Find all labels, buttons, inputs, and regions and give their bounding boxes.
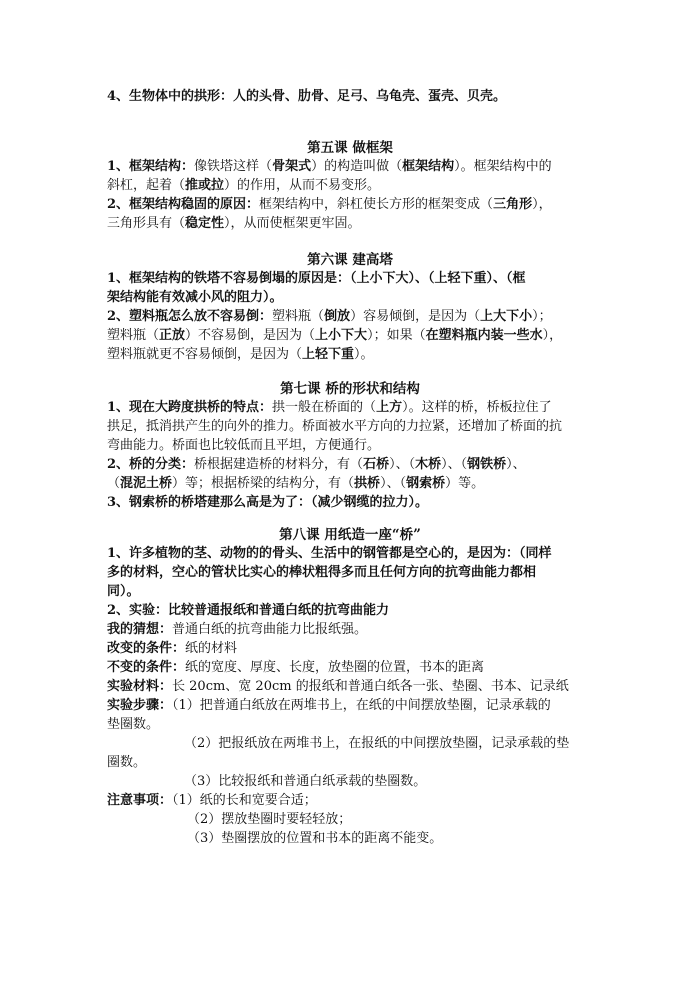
steps-line2: 垫圈数。 bbox=[107, 717, 160, 732]
arch-examples-line: 4、生物体中的拱形：人的头骨、肋骨、足弓、乌龟壳、蛋壳、贝壳。 bbox=[107, 89, 507, 104]
lesson-6-p1-line1: 1、框架结构的铁塔不容易倒塌的原因是：（上小下大）、（上轻下重）、（框 bbox=[107, 271, 526, 286]
lesson-7-title: 第七课 桥的形状和结构 bbox=[280, 381, 420, 397]
changed-condition-line: 改变的条件：纸的材料 bbox=[107, 641, 238, 656]
lesson-6-p2-line1: 2、塑料瓶怎么放不容易倒：塑料瓶（倒放）容易倾倒，是因为（上大下小）； bbox=[107, 309, 552, 324]
lesson-7-p3: 3、钢索桥的桥塔建那么高是为了：（减少钢缆的拉力）。 bbox=[107, 495, 429, 510]
lesson-6-title: 第六课 建高塔 bbox=[307, 252, 393, 268]
notes-line2: （2）摆放垫圈时要轻轻放； bbox=[187, 812, 352, 827]
lesson-7-p2-line2: （混泥土桥）等；根据桥梁的结构分，有（拱桥）、（钢索桥）等。 bbox=[107, 476, 485, 491]
steps-line4: 圈数。 bbox=[107, 755, 147, 770]
lesson-6-p2-line2: 塑料瓶（正放）不容易倒，是因为（上小下大）；如果（在塑料瓶内装一些水）， bbox=[107, 328, 563, 343]
lesson-7-p1-line3: 弯曲能力。桥面也比较低而且平坦，方便通行。 bbox=[107, 438, 381, 453]
lesson-7-p1-line2: 拱足，抵消拱产生的向外的推力。桥面被水平方向的力拉紧，还增加了桥面的抗 bbox=[107, 419, 563, 434]
lesson-6-p1-line2: 架结构能有效减小风的阻力）。 bbox=[107, 290, 283, 305]
lesson-5-p1-line2: 斜杠，起着（推或拉）的作用，从而不易变形。 bbox=[107, 178, 381, 193]
unchanged-condition-line: 不变的条件：纸的宽度、厚度、长度，放垫圈的位置，书本的距离 bbox=[107, 660, 485, 675]
materials-line: 实验材料：长 20cm、宽 20cm 的报纸和普通白纸各一张、垫圈、书本、记录纸 bbox=[107, 679, 569, 694]
lesson-7-p1-line1: 1、现在大跨度拱桥的特点：拱一般在桥面的（上方）。这样的桥，桥板拉住了 bbox=[107, 400, 552, 415]
steps-line3: （2）把报纸放在两堆书上，在报纸的中间摆放垫圈，记录承载的垫 bbox=[184, 736, 570, 751]
lesson-8-p1-line2: 多的材料，空心的管状比实心的棒状粗得多而且任何方向的抗弯曲能力都相 bbox=[107, 565, 537, 580]
lesson-8-p1-line3: 同）。 bbox=[107, 584, 140, 599]
lesson-5-p1-line1: 1、框架结构：像铁塔这样（骨架式）的构造叫做（框架结构）。框架结构中的 bbox=[107, 159, 552, 174]
lesson-7-p2-line1: 2、桥的分类：桥根据建造桥的材料分，有（石桥）、（木桥）、（钢铁桥）、 bbox=[107, 457, 526, 472]
lesson-8-p1-line1: 1、许多植物的茎、动物的的骨头、生活中的钢管都是空心的，是因为：（同样 bbox=[107, 546, 552, 561]
lesson-5-p2-line1: 2、框架结构稳固的原因：框架结构中，斜杠使长方形的框架变成（三角形）， bbox=[107, 197, 552, 212]
lesson-8-title: 第八课 用纸造一座“桥” bbox=[279, 527, 421, 543]
steps-line5: （3）比较报纸和普通白纸承载的垫圈数。 bbox=[184, 774, 427, 789]
notes-line3: （3）垫圈摆放的位置和书本的距离不能变。 bbox=[187, 831, 443, 846]
guess-line: 我的猜想：普通白纸的抗弯曲能力比报纸强。 bbox=[107, 622, 368, 637]
steps-line1: 实验步骤：（1）把普通白纸放在两堆书上，在纸的中间摆放垫圈，记录承载的 bbox=[107, 698, 551, 713]
notes-line1: 注意事项：（1）纸的长和宽要合适； bbox=[107, 793, 317, 808]
lesson-5-p2-line2: 三角形具有（稳定性），从而使框架更牢固。 bbox=[107, 216, 361, 231]
lesson-6-p2-line3: 塑料瓶就更不容易倾倒，是因为（上轻下重）。 bbox=[107, 347, 374, 362]
lesson-8-p2: 2、实验：比较普通报纸和普通白纸的抗弯曲能力 bbox=[107, 603, 390, 618]
lesson-5-title: 第五课 做框架 bbox=[307, 140, 393, 156]
